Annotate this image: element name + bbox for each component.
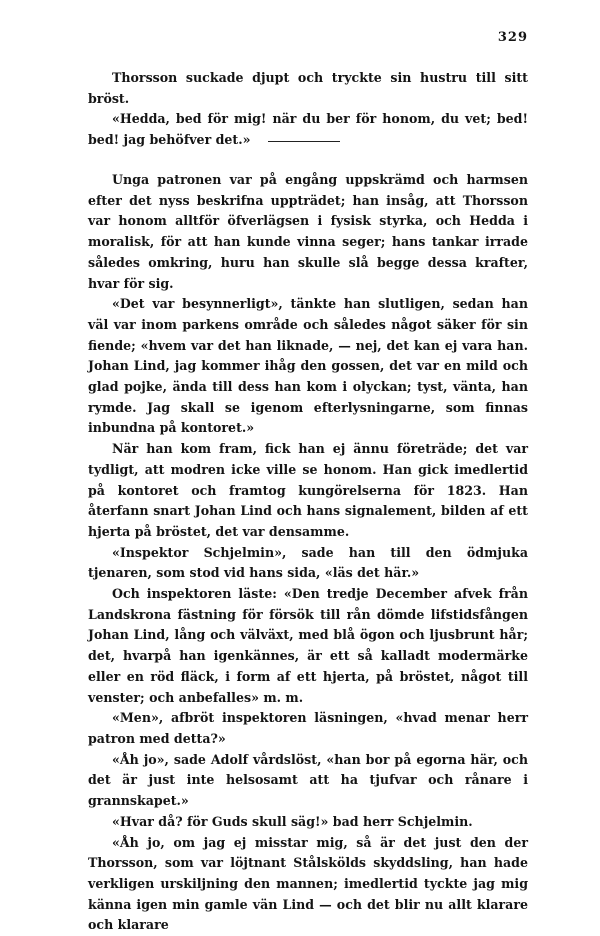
paragraph: Unga patronen var på engång uppskrämd och harmsen efter det nyss beskrifna uppträdet; han insåg, att Thorsson var honom alltför öfverlägsen i fysisk styrka, och Hedda i moralisk, för att han kunde vinna seger; hans tankar irrade således omkring, huru han skulle slå begge dessa krafter, hvar för sig. xyxy=(88,170,528,294)
paragraph: När han kom fram, fick han ej ännu företräde; det var tydligt, att modren icke ville se honom. Han gick imedlertid på kontoret och framtog kungörelserna för 1823. Han återfann snart Johan Lind och hans signalement, bilden af ett hjerta på bröstet, det var densamme. xyxy=(88,439,528,543)
paragraph: «Det var besynnerligt», tänkte han slutligen, sedan han väl var inom parkens område och således något säker för sin fiende; «hvem var det han liknade, — nej, det kan ej vara han. Johan Lind, jag kommer ihåg den gossen, det var en mild och glad pojke, ända till dess han kom i olyckan; tyst, vänta, han rymde. Jag skall se igenom efterlysningarne, som finnas inbundna på kontoret.» xyxy=(88,294,528,439)
paragraph: Thorsson suckade djupt och tryckte sin hustru till sitt bröst. xyxy=(88,68,528,109)
paragraph: «Hvar då? för Guds skull säg!» bad herr Schjelmin. xyxy=(88,812,528,833)
paragraph: «Åh jo», sade Adolf vårdslöst, «han bor på egorna här, och det är just inte helsosamt att ha tjufvar och rånare i grannskapet.» xyxy=(88,750,528,812)
paragraph: «Åh jo, om jag ej misstar mig, så är det just den der Thorsson, som var löjtnant Stålskölds skyddsling, han hade verkligen urskiljning den mannen; imedlertid tyckte jag mig känna igen min gamle vän Lind — och det blir nu allt klarare och klarare xyxy=(88,833,528,936)
intro-section xyxy=(88,68,528,151)
section-divider xyxy=(268,141,340,142)
paragraph: Och inspektoren läste: «Den tredje December afvek från Landskrona fästning för försök till rån dömde lifstidsfången Johan Lind, lång och välväxt, med blå ögon och ljusbrunt hår; det, hvarpå han igenkännes, är ett så kalladt modermärke eller en röd fläck, i form af ett hjerta, på bröstet, något till venster; och anbefalles» m. m. xyxy=(88,584,528,708)
page-number: 329 xyxy=(498,30,528,45)
paragraph: «Hedda, bed för mig! när du ber för honom, du vet; bed! bed! jag behöfver det.» xyxy=(88,109,528,150)
chapter-body xyxy=(88,170,528,936)
paragraph: «Inspektor Schjelmin», sade han till den ödmjuka tjenaren, som stod vid hans sida, «läs det här.» xyxy=(88,543,528,584)
paragraph: «Men», afbröt inspektoren läsningen, «hvad menar herr patron med detta?» xyxy=(88,708,528,749)
